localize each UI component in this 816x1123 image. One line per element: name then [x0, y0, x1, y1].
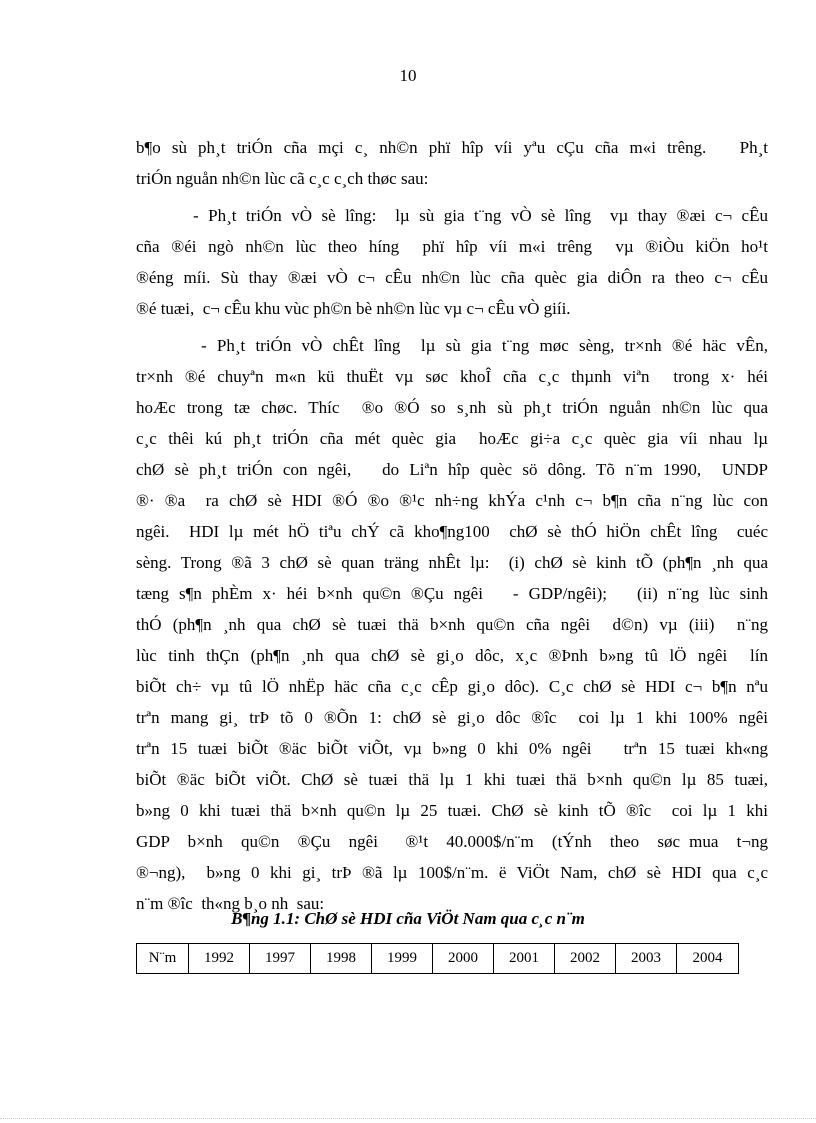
paragraph-line: - Ph¸t triÓn vÒ chÊt lîng lµ sù gia t¨ng møc sèng, tr×nh ®é häc vÊn, [201, 336, 768, 355]
paragraph-line: tæng s¶n phÈm x· héi b×nh qu©n ®Çu ngêi - GDP/ngêi); (ii) n¨ng lùc sinh [136, 584, 768, 603]
table-header-cell: 1992 [189, 944, 250, 974]
table-header-cell: 2004 [677, 944, 739, 974]
paragraph-line: - Ph¸t triÓn vÒ sè lîng: lµ sù gia t¨ng vÒ sè lîng vµ thay ®æi c¬ cÊu [193, 206, 768, 225]
paragraph-line: ®é tuæi, c¬ cÊu khu vùc ph©n bè nh©n lùc vµ c¬ cÊu vÒ giíi. [136, 299, 571, 318]
paragraph-line: c¸c thêi kú ph¸t triÓn cña mét quèc gia hoÆc gi÷a c¸c quèc gia víi nhau lµ [136, 429, 768, 448]
paragraph-line: lùc tinh thÇn (ph¶n ¸nh qua chØ sè gi¸o dôc, x¸c ®Þnh b»ng tû lÖ ngêi lín [136, 646, 768, 665]
table-caption: B¶ng 1.1: ChØ sè HDI cña ViÖt Nam qua c¸c n¨m [231, 909, 585, 928]
table-header-cell: 1998 [311, 944, 372, 974]
paragraph-line: sèng. Trong ®ã 3 chØ sè quan träng nhÊt lµ: (i) chØ sè kinh tÕ (ph¶n ¸nh qua [136, 553, 768, 572]
paragraph-line: chØ sè ph¸t triÓn con ngêi, do Liªn hîp quèc sö dông. Tõ n¨m 1990, UNDP [136, 460, 768, 479]
paragraph-line: trªn 15 tuæi biÕt ®äc biÕt viÕt, vµ b»ng 0 khi 0% ngêi trªn 15 tuæi kh«ng [136, 739, 768, 758]
paragraph-line: triÓn nguån nh©n lùc cã c¸c c¸ch thøc sau: [136, 169, 429, 188]
table-header-cell: 2000 [433, 944, 494, 974]
table-header-cell: 1999 [372, 944, 433, 974]
paragraph-line: b¶o sù ph¸t triÓn cña mçi c¸ nh©n phï hîp víi yªu cÇu cña m«i trêng. Ph¸t [136, 138, 768, 157]
table-header-cell: 2002 [555, 944, 616, 974]
table-header-cell: 2003 [616, 944, 677, 974]
paragraph-line: ®éng míi. Sù thay ®æi vÒ c¬ cÊu nh©n lùc cña quèc gia diÔn ra theo c¬ cÊu [136, 268, 768, 287]
table-row [137, 944, 739, 974]
paragraph-line: biÕt ch÷ vµ tû lÖ nhËp häc cña c¸c cÊp gi¸o dôc). C¸c chØ sè HDI c¬ b¶n nªu [136, 677, 768, 696]
hdi-table [136, 943, 739, 974]
paragraph-line: trªn mang gi¸ trÞ tõ 0 ®Õn 1: chØ sè gi¸o dôc ®îc coi lµ 1 khi 100% ngêi [136, 708, 768, 727]
paragraph-line: tr×nh ®é chuyªn m«n kü thuËt vµ søc khoÎ cña c¸c thµnh viªn trong x· héi [136, 367, 768, 386]
paragraph-line: thÓ (ph¶n ¸nh qua chØ sè tuæi thä b×nh qu©n cña ngêi d©n) vµ (iii) n¨ng [136, 615, 768, 634]
paragraph-line: b»ng 0 khi tuæi thä b×nh qu©n lµ 25 tuæi. ChØ sè kinh tÕ ®îc coi lµ 1 khi [136, 801, 768, 820]
table-header-cell: 1997 [250, 944, 311, 974]
paragraph-line: biÕt ®äc biÕt viÕt. ChØ sè tuæi thä lµ 1 khi tuæi thä b×nh qu©n lµ 85 tuæi, [136, 770, 768, 789]
paragraph-line: GDP b×nh qu©n ®Çu ngêi ®¹t 40.000$/n¨m (tÝnh theo søc mua t¬ng [136, 832, 768, 851]
paragraph-line: hoÆc trong tæ chøc. Thíc ®o ®Ó so s¸nh sù ph¸t triÓn nguån nh©n lùc qua [136, 398, 768, 417]
page-bottom-divider [0, 1118, 816, 1119]
paragraph-line: ngêi. HDI lµ mét hÖ tiªu chÝ cã kho¶ng100 chØ sè thÓ hiÖn chÊt lîng cuéc [136, 522, 768, 541]
paragraph-line: ®· ®a ra chØ sè HDI ®Ó ®o ®¹c nh÷ng khÝa c¹nh c¬ b¶n cña n¨ng lùc con [136, 491, 768, 510]
table-header-cell: N¨m [137, 944, 189, 974]
paragraph-line: cña ®éi ngò nh©n lùc theo híng phï hîp víi m«i trêng vµ ®iÒu kiÖn ho¹t [136, 237, 768, 256]
paragraph-line: n¨m ®îc th«ng b¸o nh sau: [136, 894, 325, 913]
table-header-cell: 2001 [494, 944, 555, 974]
paragraph-line: ®¬ng), b»ng 0 khi gi¸ trÞ ®ã lµ 100$/n¨m. ë ViÖt Nam, chØ sè HDI qua c¸c [136, 863, 768, 882]
page-number: 10 [399, 66, 417, 85]
